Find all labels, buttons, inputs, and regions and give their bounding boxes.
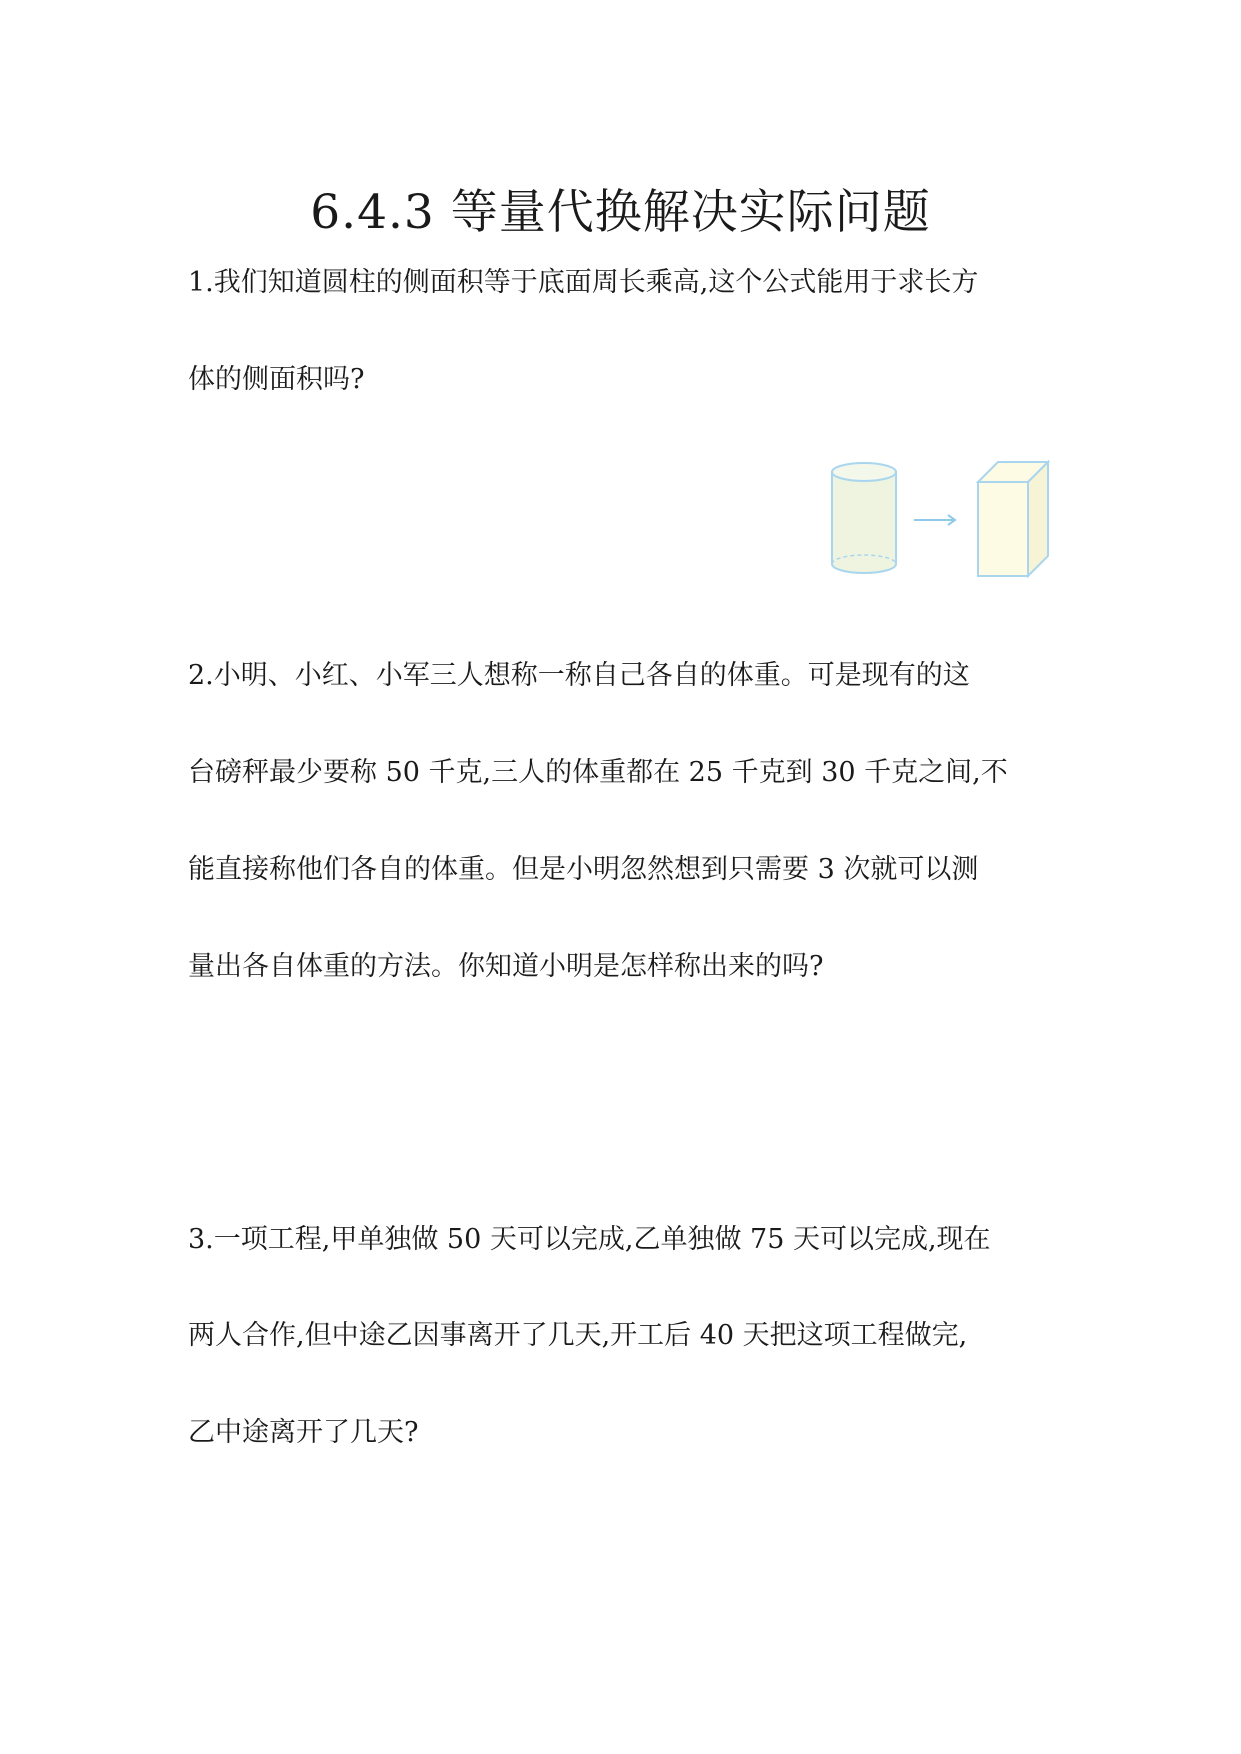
cylinder-to-cuboid-figure bbox=[828, 458, 1050, 580]
question-text-line: 乙中途离开了几天? bbox=[188, 1417, 419, 1448]
cylinder-icon bbox=[832, 463, 896, 573]
question-text-line: 3.一项工程,甲单独做 50 天可以完成,乙单独做 75 天可以完成,现在 bbox=[188, 1224, 991, 1255]
question-text-line: 体的侧面积吗? bbox=[188, 364, 365, 395]
question-text-line: 量出各自体重的方法。你知道小明是怎样称出来的吗? bbox=[188, 951, 824, 982]
question-text-line: 能直接称他们各自的体重。但是小明忽然想到只需要 3 次就可以测 bbox=[188, 854, 979, 885]
question-text-line: 2.小明、小红、小军三人想称一称自己各自的体重。可是现有的这 bbox=[188, 660, 970, 691]
question-text-line: 1.我们知道圆柱的侧面积等于底面周长乘高,这个公式能用于求长方 bbox=[188, 267, 979, 298]
question-text-line: 两人合作,但中途乙因事离开了几天,开工后 40 天把这项工程做完, bbox=[188, 1320, 968, 1351]
arrow-right-icon bbox=[914, 515, 955, 525]
cuboid-icon bbox=[978, 462, 1048, 576]
page-title: 6.4.3 等量代换解决实际问题 bbox=[310, 185, 931, 240]
question-text-line: 台磅秤最少要称 50 千克,三人的体重都在 25 千克到 30 千克之间,不 bbox=[188, 757, 1008, 788]
